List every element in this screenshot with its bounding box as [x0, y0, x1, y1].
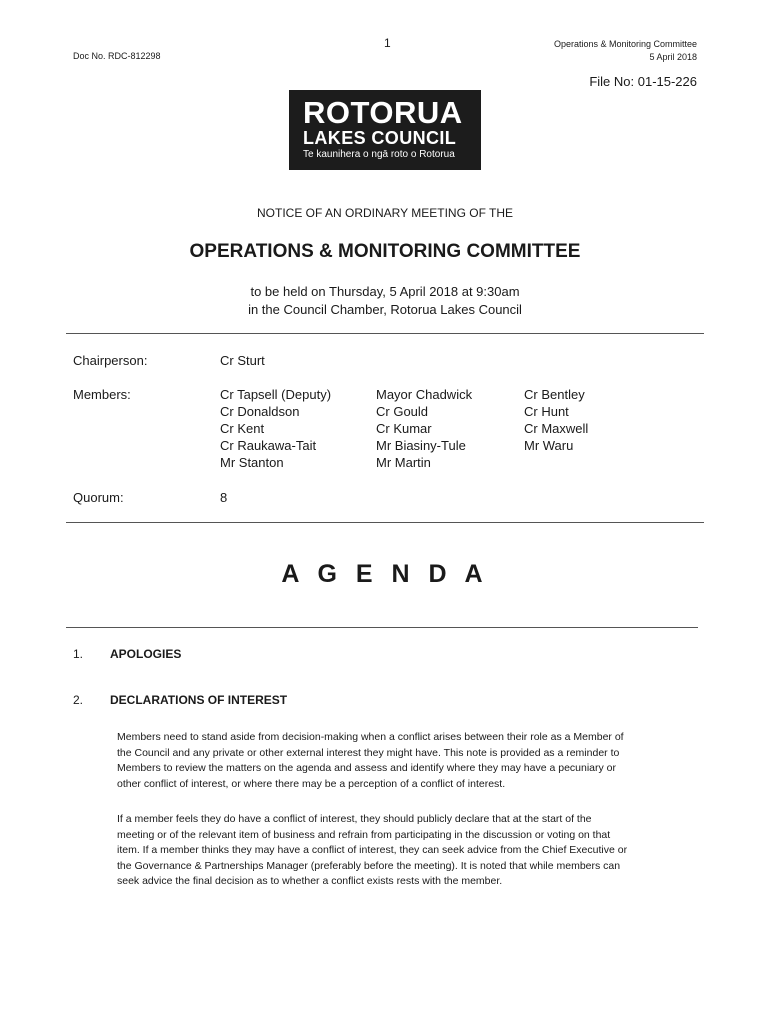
running-header-date: 5 April 2018 — [649, 52, 697, 62]
meeting-details — [0, 283, 770, 319]
paragraph-line: item. If a member thinks they may have a conflict of interest, they can seek advice from the Chief Executive or — [117, 844, 628, 856]
running-header — [554, 38, 697, 64]
notice-heading: NOTICE OF AN ORDINARY MEETING OF THE — [256, 206, 514, 220]
members-label: Members: — [73, 387, 131, 402]
divider-middle — [66, 522, 704, 523]
doc-number: Doc No. RDC-812298 — [73, 51, 161, 61]
member-name: Mr Biasiny-Tule — [376, 438, 466, 453]
member-name: Cr Hunt — [524, 404, 569, 419]
member-name: Cr Gould — [376, 404, 429, 419]
member-name: Cr Raukawa-Tait — [220, 438, 317, 453]
member-name: Mr Martin — [376, 455, 431, 470]
member-name: Cr Maxwell — [524, 421, 589, 436]
members-column-1 — [220, 386, 331, 471]
paragraph-line: Members need to stand aside from decision-making when a conflict arises between their role as a Member of — [117, 731, 624, 743]
paragraph-line: other conflict of interest, or where there may be a perception of a conflict of interest. — [117, 777, 506, 790]
logo-line-2: LAKES COUNCIL — [303, 128, 457, 148]
paragraph-line: If a member feels they do have a conflict of interest, they should publicly declare that at the start of the — [117, 813, 592, 825]
quorum-label: Quorum: — [73, 490, 124, 505]
member-name: Cr Kent — [220, 421, 265, 436]
meeting-venue: in the Council Chamber, Rotorua Lakes Council — [248, 302, 522, 317]
paragraph-line: seek advice the final decision as to whether a conflict exists rests with the member. — [117, 875, 503, 887]
paragraph-members-note — [117, 730, 702, 792]
chairperson-value: Cr Sturt — [220, 353, 265, 368]
logo-line-1: ROTORUA — [303, 95, 463, 130]
council-logo — [289, 90, 481, 170]
committee-title: OPERATIONS & MONITORING COMMITTEE — [189, 241, 581, 262]
page-number: 1 — [384, 36, 391, 50]
quorum-value: 8 — [220, 490, 228, 505]
member-name: Mr Waru — [524, 438, 574, 453]
item-number: 1. — [73, 647, 84, 661]
paragraph-line: Members to review the matters on the agenda and assess and identify where they may have a pecuniary or — [117, 762, 617, 774]
members-column-3 — [524, 386, 588, 454]
agenda-title: A G E N D A — [281, 560, 489, 588]
paragraph-line: meeting or of the relevant item of business and refrain from participating in the discussion or voting on that — [117, 828, 611, 841]
member-name: Cr Donaldson — [220, 404, 300, 419]
paragraph-line: the Governance & Partnerships Manager (preferably before the meeting). It is noted that while members can — [117, 859, 621, 872]
member-name: Cr Kumar — [376, 421, 432, 436]
chairperson-label: Chairperson: — [73, 353, 148, 368]
divider-top — [66, 333, 704, 334]
logo-line-3: Te kaunihera o ngā roto o Rotorua — [303, 149, 455, 160]
item-title-declarations: DECLARATIONS OF INTEREST — [110, 693, 288, 707]
meeting-time: to be held on Thursday, 5 April 2018 at 9:30am — [250, 284, 520, 299]
item-number: 2. — [73, 693, 84, 707]
member-name: Cr Bentley — [524, 387, 585, 402]
divider-bottom — [66, 627, 698, 628]
member-name: Mr Stanton — [220, 455, 284, 470]
file-number: File No: 01-15-226 — [589, 74, 697, 89]
paragraph-line: the Council and any private or other external interest they might have. This note is provided as a reminder to — [117, 746, 620, 759]
paragraph-conflict-advice — [117, 812, 702, 890]
running-header-committee: Operations & Monitoring Committee — [553, 39, 697, 49]
members-column-2 — [376, 386, 472, 471]
member-name: Cr Tapsell (Deputy) — [220, 387, 332, 402]
item-title-apologies: APOLOGIES — [110, 647, 182, 661]
member-name: Mayor Chadwick — [376, 387, 473, 402]
